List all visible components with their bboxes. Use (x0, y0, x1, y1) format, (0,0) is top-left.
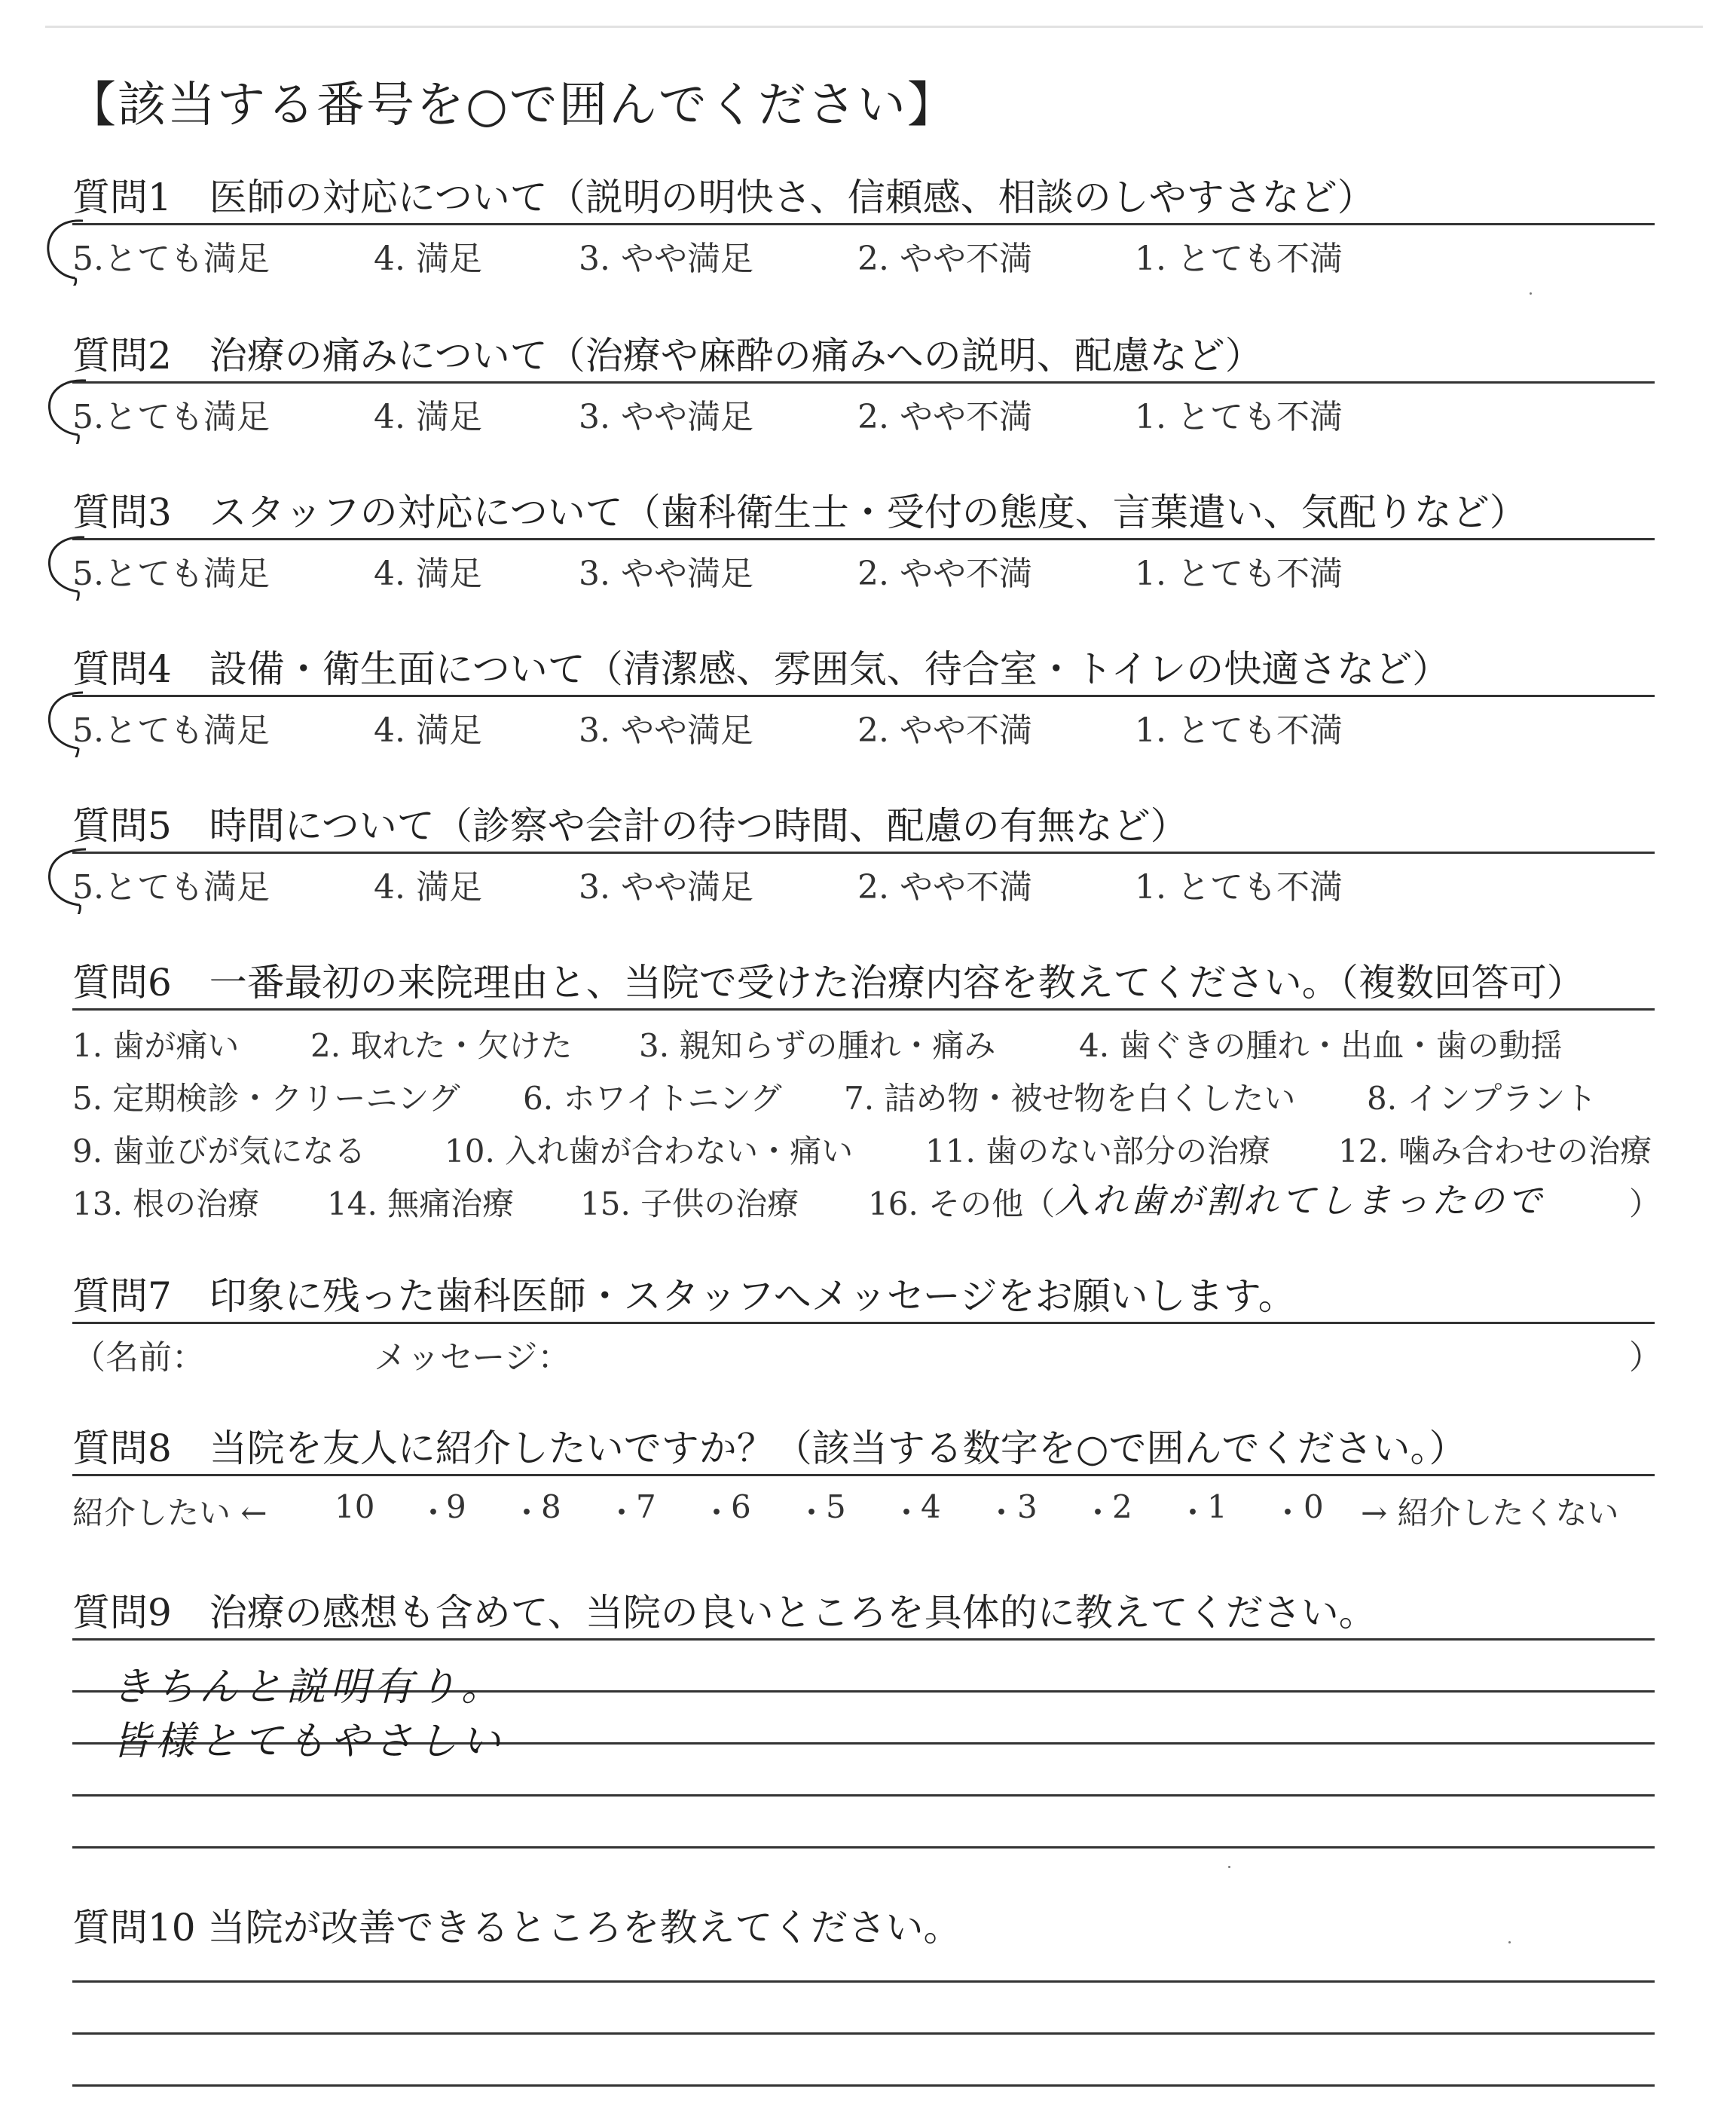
question-8 (72, 1424, 1655, 1531)
scale-value[interactable]: 3 (1017, 1488, 1038, 1525)
option-5[interactable]: 5.とても満足 (72, 711, 270, 750)
option-item[interactable]: 4. 歯ぐきの腫れ・出血・歯の動揺 (1079, 1027, 1563, 1064)
scale-left-label: 紹介したい ← (72, 1494, 267, 1531)
option-2[interactable]: 2. やや不満 (857, 868, 1032, 907)
answer-line (72, 1794, 1655, 1797)
scale-sep: ・ (511, 1494, 543, 1531)
option-item[interactable]: 6. ホワイトニング (523, 1080, 782, 1117)
option-1[interactable]: 1. とても不満 (1135, 868, 1343, 907)
option-item[interactable]: 1. 歯が痛い (72, 1027, 240, 1064)
option-4[interactable]: 4. 満足 (374, 868, 482, 907)
option-4[interactable]: 4. 満足 (374, 711, 482, 750)
scale-right-label: → 紹介したくない (1361, 1494, 1619, 1531)
scale-value[interactable]: 7 (636, 1488, 656, 1525)
option-item[interactable]: 14. 無痛治療 (327, 1185, 515, 1222)
option-item[interactable]: 5. 定期検診・クリーニング (72, 1080, 460, 1117)
scale-value[interactable]: 1 (1207, 1488, 1227, 1525)
handwritten-answer-line: きちんと説明有り。 (112, 1665, 506, 1710)
question-3 (72, 488, 1655, 593)
option-2[interactable]: 2. やや不満 (857, 711, 1032, 750)
option-2[interactable]: 2. やや不満 (857, 240, 1032, 278)
question-5-options (72, 854, 1655, 907)
answer-line (72, 2032, 1655, 2035)
question-5-title: 質問5 時間について（診察や会計の待つ時間、配慮の有無など） (72, 804, 1188, 848)
option-item[interactable]: 11. 歯のない部分の治療 (925, 1133, 1271, 1170)
option-item[interactable]: 15. 子供の治療 (580, 1185, 799, 1222)
option-3[interactable]: 3. やや満足 (579, 868, 753, 907)
option-4[interactable]: 4. 満足 (374, 555, 482, 593)
question-1 (72, 173, 1655, 278)
option-item[interactable]: 7. 詰め物・被せ物を白くしたい (844, 1080, 1296, 1117)
scale-sep: ・ (701, 1494, 733, 1531)
question-3-options (72, 540, 1655, 593)
question-2 (72, 332, 1655, 436)
option-item[interactable]: 2. 取れた・欠けた (310, 1027, 573, 1064)
option-5[interactable]: 5.とても満足 (72, 555, 270, 593)
option-item[interactable]: 10. 入れ歯が合わない・痛い (445, 1133, 854, 1170)
close-paren: ） (1629, 1338, 1662, 1377)
question-5 (72, 802, 1655, 907)
handwritten-answer-line: 皆様とてもやさしい (112, 1719, 506, 1764)
question-3-title: 質問3 スタッフの対応について（歯科衛生士・受付の態度、言葉遣い、気配りなど） (72, 491, 1527, 534)
scale-sep: ・ (1177, 1494, 1209, 1531)
question-4-title: 質問4 設備・衛生面について（清潔感、雰囲気、待合室・トイレの快適さなど） (72, 647, 1450, 691)
other-handwritten-answer: 入れ歯が割れてしまったので (1055, 1180, 1545, 1221)
question-6 (72, 959, 1661, 1229)
question-2-options (72, 384, 1655, 436)
scale-sep: ・ (1272, 1494, 1304, 1531)
option-3[interactable]: 3. やや満足 (579, 711, 753, 750)
question-6-options (72, 1011, 1661, 1229)
question-7 (72, 1272, 1662, 1377)
message-label[interactable]: メッセージ： (374, 1338, 571, 1377)
option-5[interactable]: 5.とても満足 (72, 868, 270, 907)
scale-value[interactable]: 2 (1112, 1488, 1132, 1525)
answer-line (72, 2084, 1655, 2087)
question-4-options (72, 697, 1655, 750)
scale-value[interactable]: 0 (1304, 1488, 1324, 1525)
option-3[interactable]: 3. やや満足 (579, 398, 753, 436)
scale-value[interactable]: 9 (446, 1488, 466, 1525)
scale-sep: ・ (891, 1494, 923, 1531)
recommend-scale (72, 1482, 1655, 1531)
scale-value[interactable]: 10 (335, 1488, 375, 1525)
scale-value[interactable]: 5 (826, 1488, 846, 1525)
option-item[interactable]: 13. 根の治療 (72, 1185, 260, 1222)
option-5[interactable]: 5.とても満足 (72, 240, 270, 278)
divider (72, 1474, 1655, 1476)
option-1[interactable]: 1. とても不満 (1135, 711, 1343, 750)
scale-value[interactable]: 4 (921, 1488, 941, 1525)
option-item[interactable]: 8. インプラント (1367, 1080, 1597, 1117)
question-7-title: 質問7 印象に残った歯科医師・スタッフへメッセージをお願いします。 (72, 1274, 1296, 1318)
option-2[interactable]: 2. やや不満 (857, 555, 1032, 593)
scale-value[interactable]: 8 (541, 1488, 561, 1525)
option-4[interactable]: 4. 満足 (374, 398, 482, 436)
question-4 (72, 645, 1655, 750)
scan-speck (1228, 1866, 1230, 1868)
option-3[interactable]: 3. やや満足 (579, 240, 753, 278)
scale-sep: ・ (796, 1494, 828, 1531)
scale-sep: ・ (1082, 1494, 1114, 1531)
option-2[interactable]: 2. やや不満 (857, 398, 1032, 436)
option-1[interactable]: 1. とても不満 (1135, 398, 1343, 436)
close-paren: ） (1629, 1185, 1661, 1222)
page-header: 【該当する番号を○で囲んでください】 (68, 78, 957, 133)
question-10-title: 質問10 当院が改善できるところを教えてください。 (72, 1906, 961, 1949)
option-4[interactable]: 4. 満足 (374, 240, 482, 278)
scan-speck (1508, 1941, 1511, 1943)
answer-line (72, 1846, 1655, 1849)
scale-sep: ・ (606, 1494, 638, 1531)
option-item-other[interactable]: 16. その他（ (868, 1185, 1056, 1222)
option-3[interactable]: 3. やや満足 (579, 555, 753, 593)
top-border (45, 26, 1703, 28)
option-item[interactable]: 3. 親知らずの腫れ・痛み (639, 1027, 996, 1064)
question-8-title: 質問8 当院を友人に紹介したいですか？（該当する数字を○で囲んでください。） (72, 1427, 1467, 1470)
scan-speck (1530, 292, 1532, 295)
option-item[interactable]: 12. 噛み合わせの治療 (1338, 1133, 1652, 1170)
option-1[interactable]: 1. とても不満 (1135, 240, 1343, 278)
scale-value[interactable]: 6 (731, 1488, 751, 1525)
scale-sep: ・ (417, 1494, 450, 1531)
option-1[interactable]: 1. とても不満 (1135, 555, 1343, 593)
scale-sep: ・ (986, 1494, 1018, 1531)
question-1-options (72, 225, 1655, 278)
name-label[interactable]: （名前： (72, 1338, 205, 1377)
option-item[interactable]: 9. 歯並びが気になる (72, 1133, 366, 1170)
question-6-title: 質問6 一番最初の来院理由と、当院で受けた治療内容を教えてください。（複数回答可） (72, 961, 1585, 1005)
question-7-fields (72, 1324, 1662, 1377)
answer-line (72, 1980, 1655, 1983)
option-5[interactable]: 5.とても満足 (72, 398, 270, 436)
question-2-title: 質問2 治療の痛みについて（治療や麻酔の痛みへの説明、配慮など） (72, 334, 1263, 378)
divider (72, 1638, 1655, 1641)
question-1-title: 質問1 医師の対応について（説明の明快さ、信頼感、相談のしやすさなど） (72, 176, 1375, 219)
question-9-title: 質問9 治療の感想も含めて、当院の良いところを具体的に教えてください。 (72, 1591, 1377, 1634)
question-10 (72, 1904, 1655, 2087)
